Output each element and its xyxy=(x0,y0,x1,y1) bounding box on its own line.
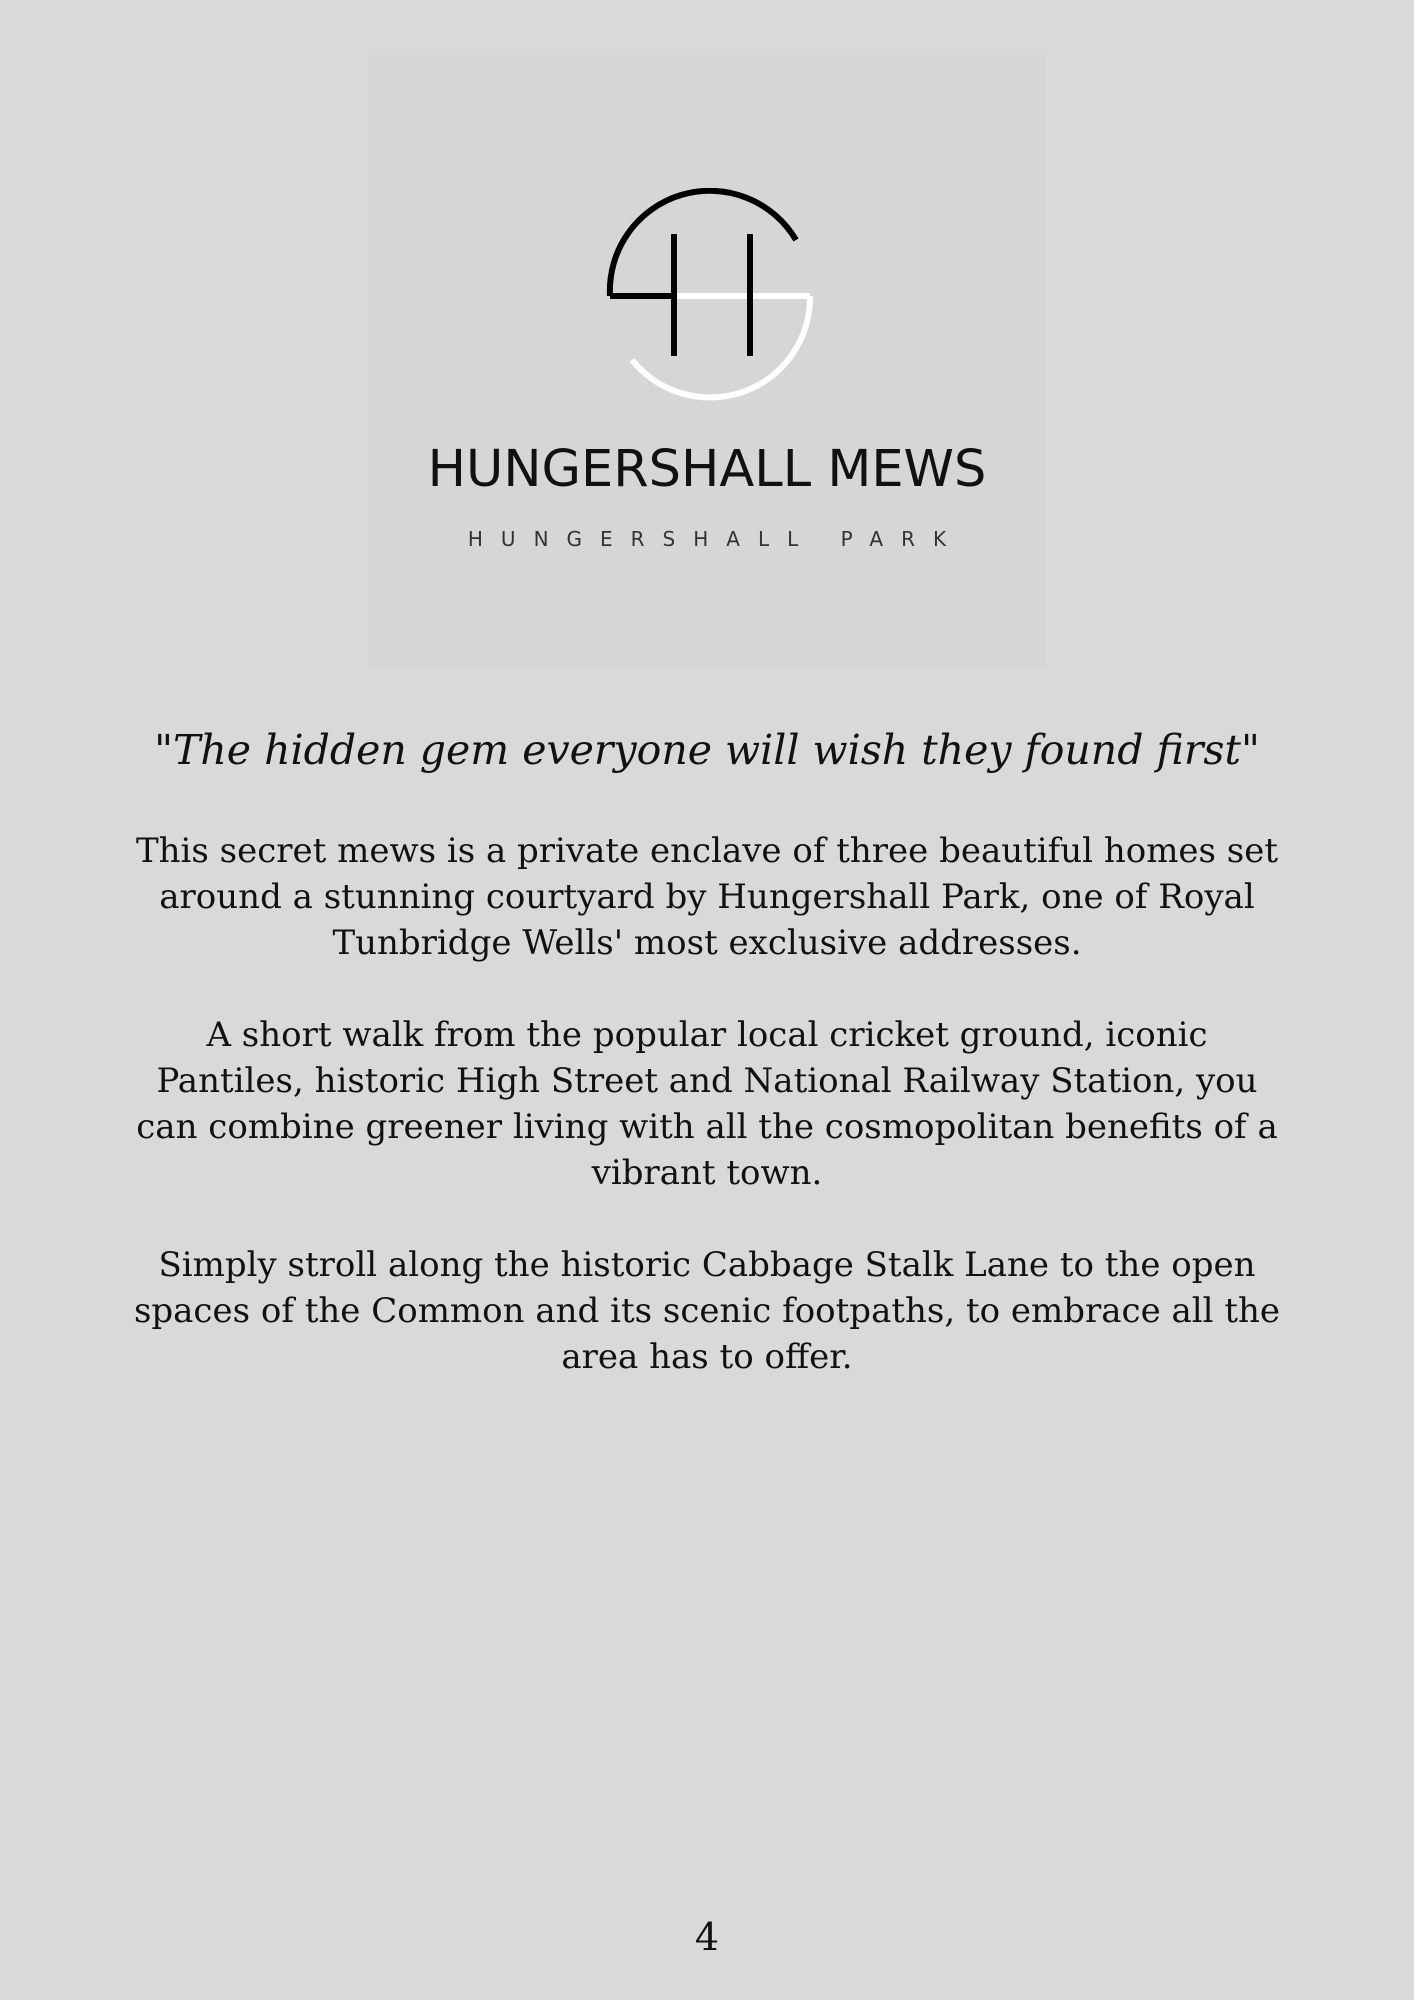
logo-arc-bottom xyxy=(632,296,810,397)
brand-title: HUNGERSHALL MEWS xyxy=(427,440,987,499)
logo-arc-top xyxy=(610,191,796,296)
paragraph-location: A short walk from the popular local cricket ground, iconic Pantiles, historic High Street and National Railway Station, you can combine greener living with all the cosmopolitan benefits of a vibrant town. xyxy=(136,1015,1278,1193)
body-text xyxy=(130,828,1284,1426)
page-number: 4 xyxy=(694,1915,720,1959)
brand-subtitle: HUNGERSHALL PARK xyxy=(467,527,965,551)
hungershall-monogram-icon xyxy=(600,188,820,408)
paragraph-common: Simply stroll along the historic Cabbage Stalk Lane to the open spaces of the Common and its scenic footpaths, to embrace all the area has to offer. xyxy=(133,1245,1281,1377)
tagline-quote: "The hidden gem everyone will wish they found first" xyxy=(154,726,1260,774)
paragraph-intro: This secret mews is a private enclave of three beautiful homes set around a stunning courtyard by Hungershall Park, one of Royal Tunbridge Wells' most exclusive addresses. xyxy=(135,831,1279,963)
